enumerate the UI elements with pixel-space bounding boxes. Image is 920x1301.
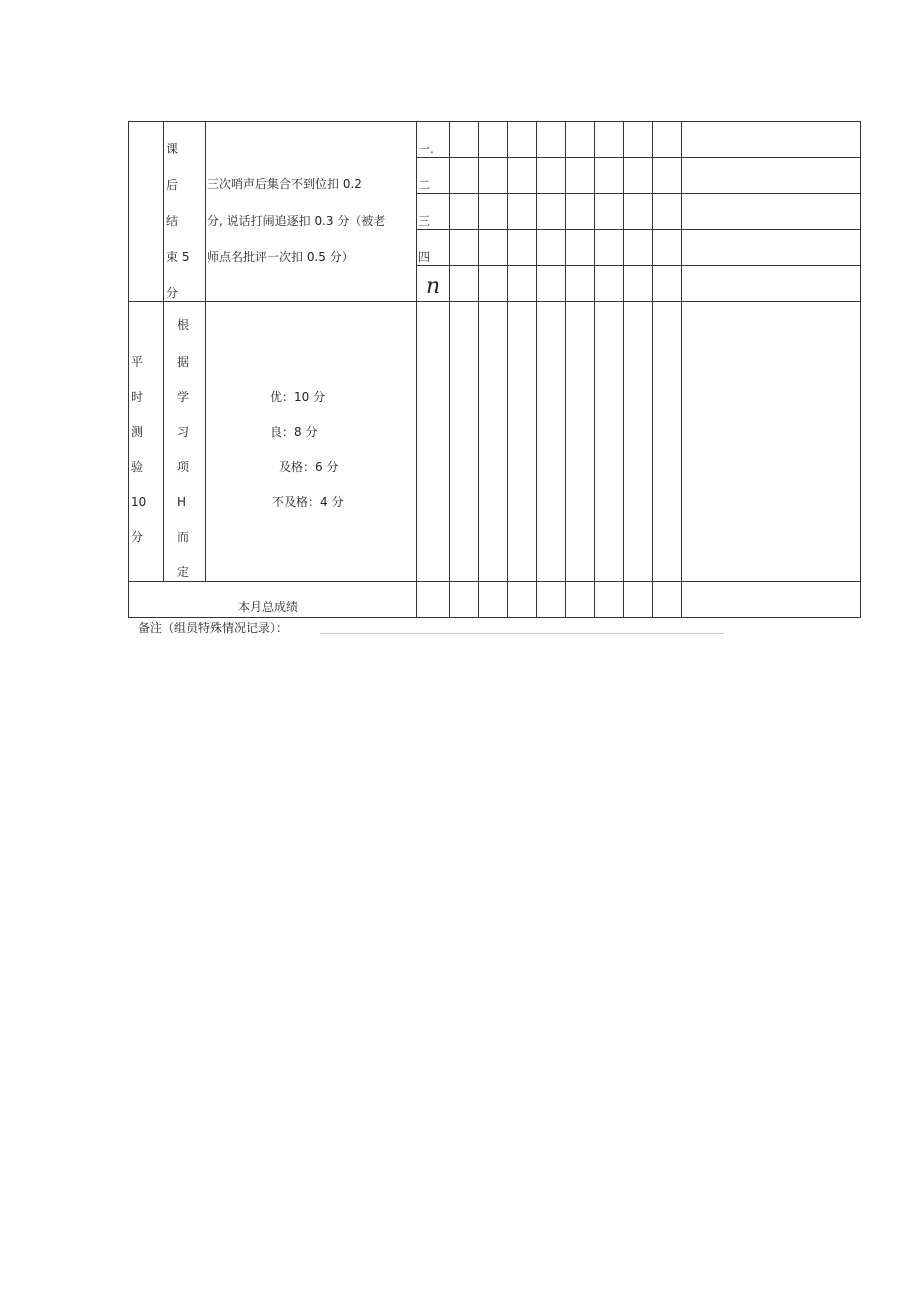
week-label: 一. (418, 142, 434, 156)
week-label: n (426, 274, 441, 299)
grade-fail: 不及格：4 分 (272, 495, 344, 509)
after-class-criteria-line: 师点名批评一次扣 0.5 分） (207, 250, 354, 264)
quiz-basis-char: H (177, 495, 187, 509)
quiz-category-char: 时 (131, 390, 144, 404)
after-class-category-char: 结 (166, 214, 179, 228)
after-class-category-char: 分 (166, 286, 179, 300)
quiz-basis-char: 据 (177, 355, 190, 369)
monthly-total-label: 本月总成绩 (238, 600, 299, 614)
quiz-category-char: 测 (131, 425, 144, 439)
quiz-category-char: 平 (131, 355, 144, 369)
after-class-category-char: 后 (166, 178, 179, 192)
quiz-basis-char: 学 (177, 390, 190, 404)
quiz-category-char: 分 (131, 530, 144, 544)
after-class-criteria-line: 分, 说话打闹追逐扣 0.3 分（被老 (207, 214, 386, 228)
grade-pass: 及格：6 分 (279, 460, 339, 474)
week-label: 二 (418, 178, 431, 192)
after-class-category-char: 课 (166, 142, 179, 156)
quiz-basis-char: 习 (177, 425, 190, 439)
after-class-category-char: 束 5 (166, 250, 190, 264)
week-label: 三 (418, 214, 431, 228)
grade-excellent: 优：10 分 (270, 390, 326, 404)
remarks-fill-line[interactable] (320, 633, 724, 634)
after-class-criteria-line: 三次哨声后集合不到位扣 0.2 (207, 177, 362, 191)
quiz-basis-char: 而 (177, 530, 190, 544)
quiz-basis-char: 定 (177, 565, 190, 579)
quiz-basis-char: 项 (177, 460, 190, 474)
week-label: 四 (418, 250, 431, 264)
grade-good: 良：8 分 (270, 425, 318, 439)
quiz-basis-char: 根 (177, 318, 190, 332)
remarks-label: 备注（组员特殊情况记录）： (138, 621, 289, 635)
quiz-category-char: 验 (131, 460, 144, 474)
quiz-category-char: 10 (131, 495, 147, 509)
